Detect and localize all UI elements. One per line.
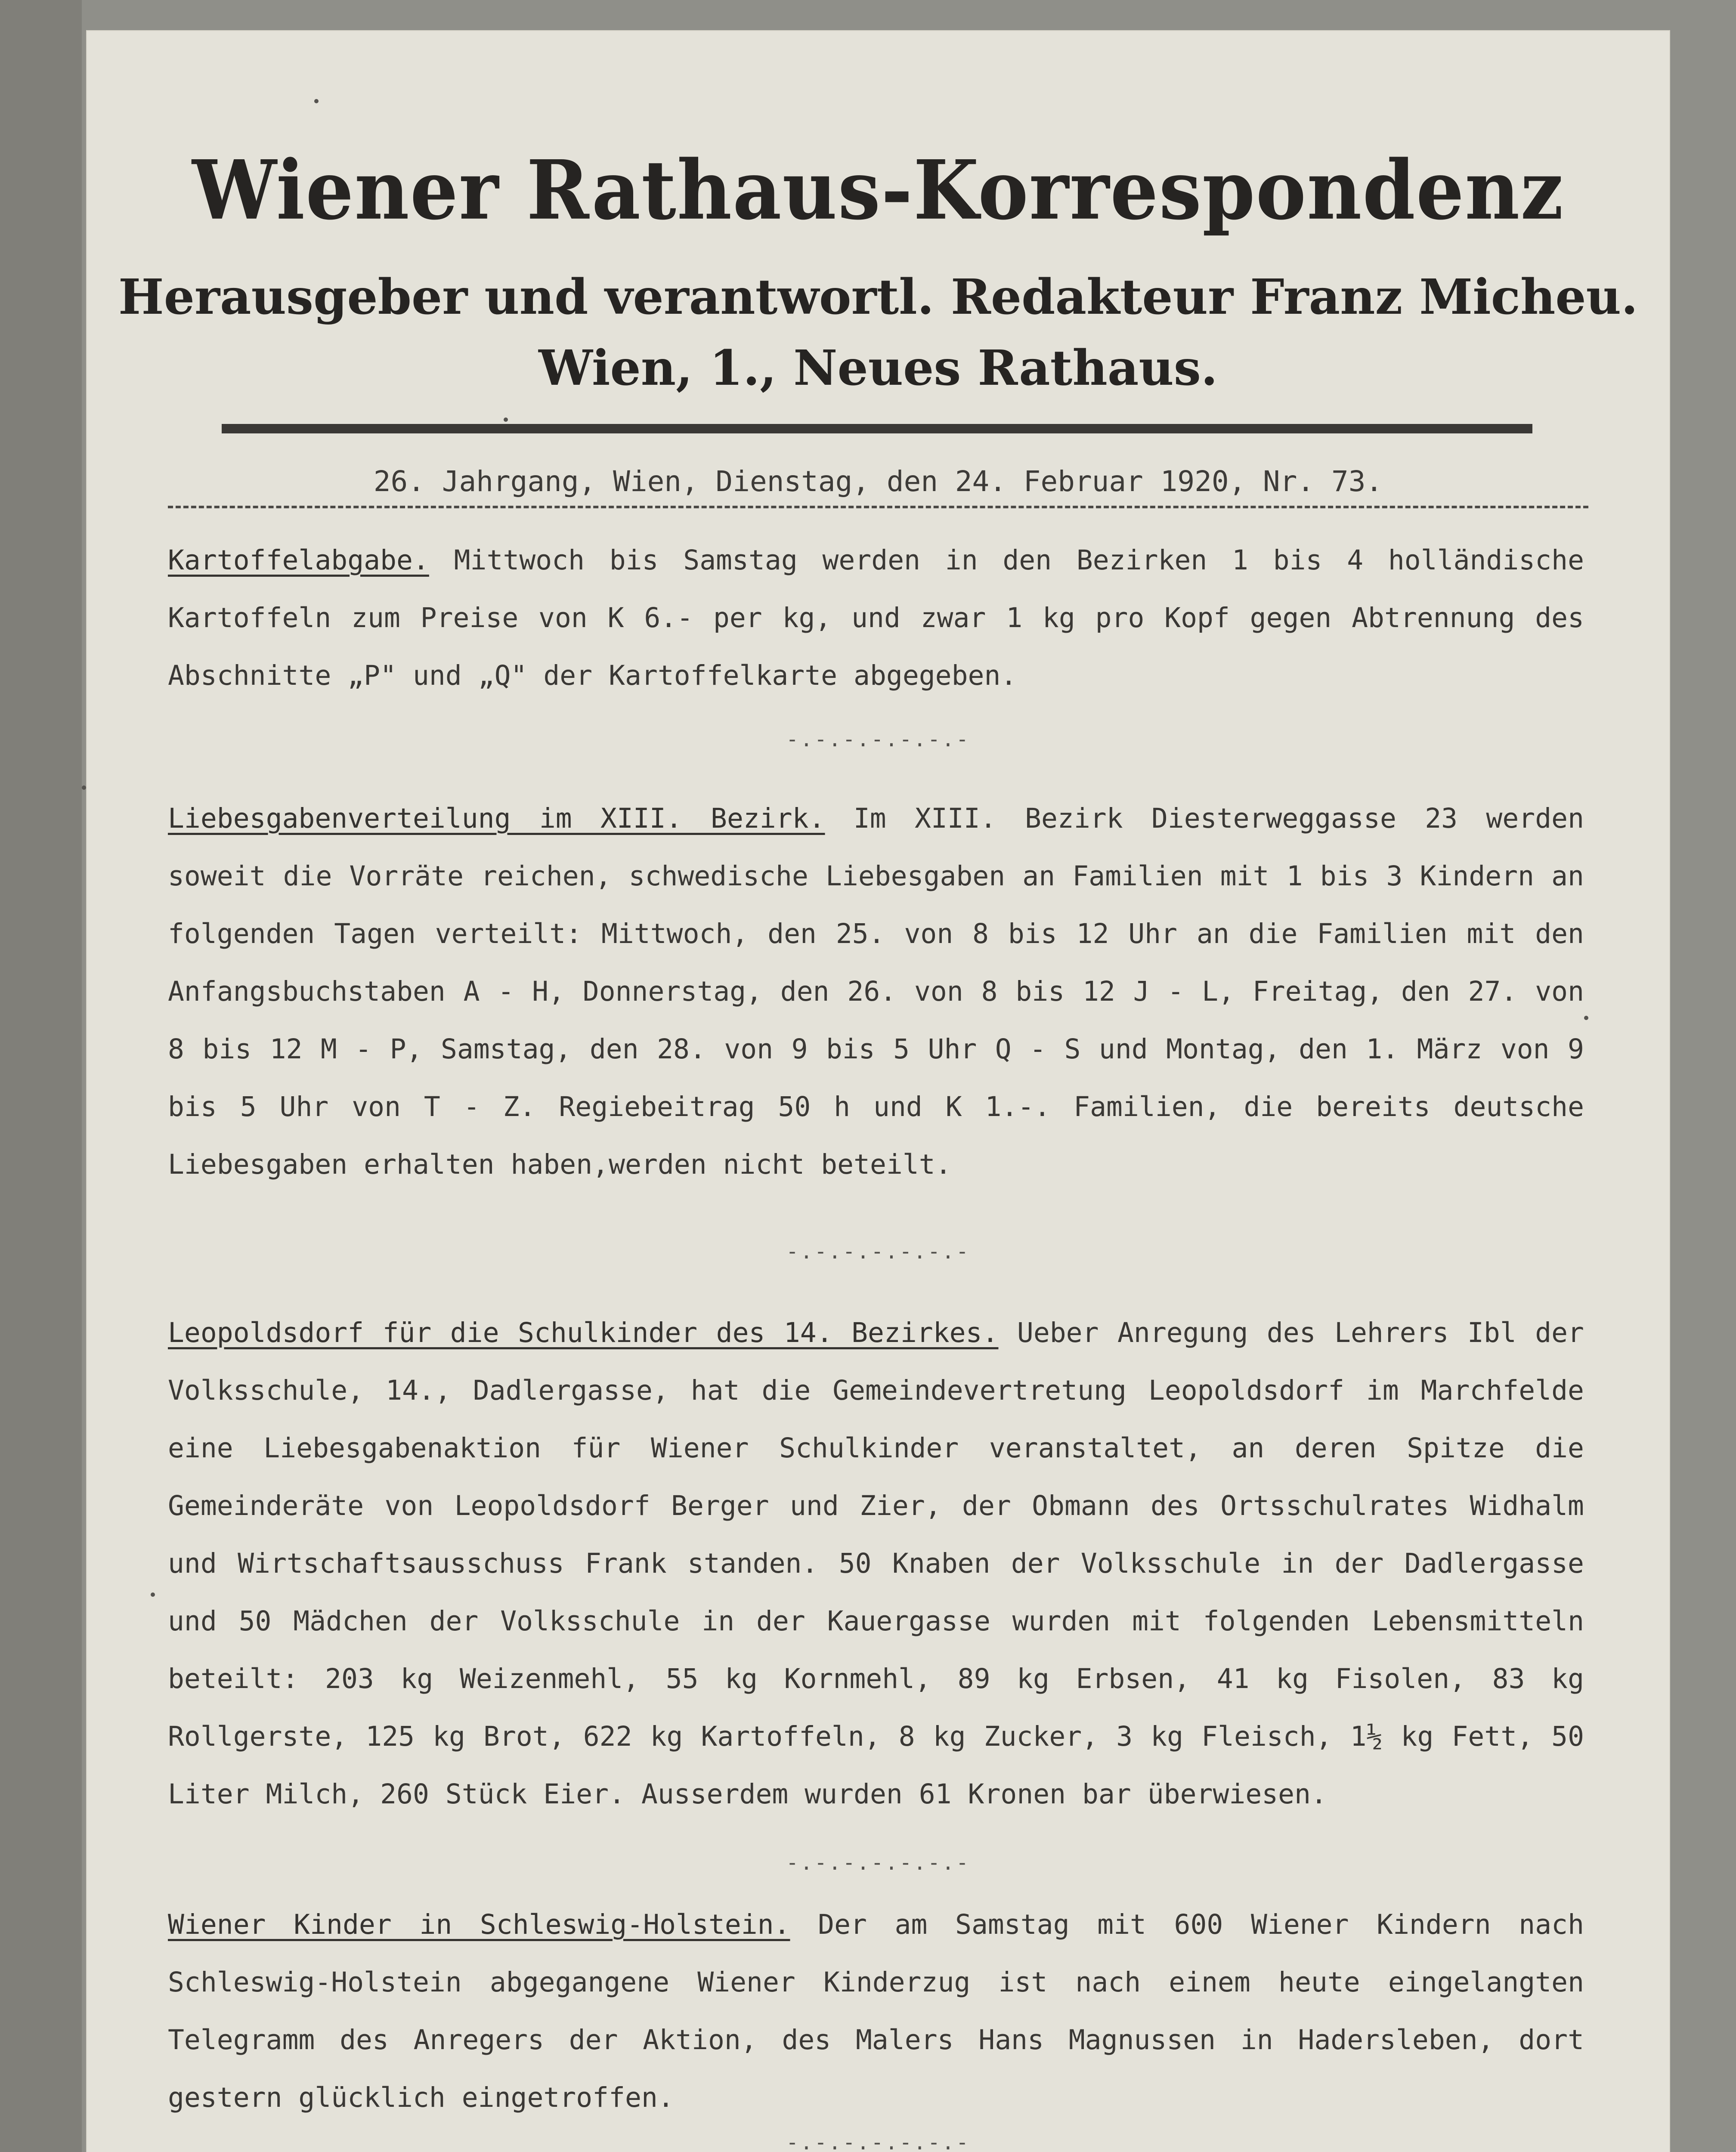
- article-body: Ueber Anregung des Lehrers Ibl der Volksschule, 14., Dadlergasse, hat die Gemeindevertretung Leopoldsdorf im Marchfelde eine Liebesgabenaktion für Wiener Schulkinder veranstaltet, an deren Spitze die Gemeinderäte von Leopoldsdorf Berger und Zier, der Obmann des Ortsschulrates Widhalm und Wirtschaftsausschuss Frank standen. 50 Knaben der Volksschule in der Dadlergasse und 50 Mädchen der Volksschule in der Kauergasse wurden mit folgenden Lebensmitteln beteilt: 203 kg Weizenmehl, 55 kg Kornmehl, 89 kg Erbsen, 41 kg Fisolen, 83 kg Rollgerste, 125 kg Brot, 622 kg Kartoffeln, 8 kg Zucker, 3 kg Fleisch, 1½ kg Fett, 50 Liter Milch, 260 Stück Eier. Ausserdem wurden 61 Kronen bar überwiesen.: [168, 1317, 1584, 1810]
- article-kartoffelabgabe: [168, 532, 1584, 705]
- masthead-rule: [222, 424, 1532, 433]
- article-liebesgabenverteilung: [168, 790, 1584, 1193]
- masthead-title: Wiener Rathaus-Korrespondenz: [192, 142, 1564, 238]
- paper-speck: [314, 99, 319, 103]
- paper-speck: [1584, 1016, 1588, 1020]
- article-separator: -.-.-.-.-.-.-: [786, 1240, 970, 1264]
- paper-speck: [151, 1592, 155, 1597]
- article-heading: Leopoldsdorf für die Schulkinder des 14. Bezirkes.: [168, 1317, 999, 1348]
- article-heading: Kartoffelabgabe.: [168, 544, 429, 576]
- article-wiener-kinder: [168, 1896, 1584, 2127]
- dateline-divider: [168, 506, 1588, 508]
- article-body: Mittwoch bis Samstag werden in den Bezirken 1 bis 4 holländische Kartoffeln zum Preise von K 6.- per kg, und zwar 1 kg pro Kopf gegen Abtrennung des Abschnitte „P" und „Q" der Kartoffelkarte abgegeben.: [168, 544, 1584, 691]
- article-leopoldsdorf: [168, 1304, 1584, 1823]
- paper-speck: [82, 785, 86, 790]
- article-heading: Wiener Kinder in Schleswig-Holstein.: [168, 1909, 790, 1940]
- masthead-subtitle: Herausgeber und verantwortl. Redakteur Franz Micheu.: [118, 269, 1638, 325]
- dateline: 26. Jahrgang, Wien, Dienstag, den 24. Februar 1920, Nr. 73.: [373, 465, 1383, 498]
- document-page: [86, 30, 1670, 2152]
- article-body: Im XIII. Bezirk Diesterweggasse 23 werden soweit die Vorräte reichen, schwedische Liebesgaben an Familien mit 1 bis 3 Kindern an folgenden Tagen verteilt: Mittwoch, den 25. von 8 bis 12 Uhr an die Familien mit den Anfangsbuchstaben A - H, Donnerstag, den 26. von 8 bis 12 J - L, Freitag, den 27. von 8 bis 12 M - P, Samstag, den 28. von 9 bis 5 Uhr Q - S und Montag, den 1. März von 9 bis 5 Uhr von T - Z. Regiebeitrag 50 h und K 1.-. Familien, die bereits deutsche Liebesgaben erhalten haben,werden nicht beteilt.: [168, 803, 1584, 1180]
- article-separator: -.-.-.-.-.-.-: [786, 2130, 970, 2152]
- article-heading: Liebesgabenverteilung im XIII. Bezirk.: [168, 803, 825, 834]
- scan-left-margin: [0, 0, 82, 2152]
- masthead-address: Wien, 1., Neues Rathaus.: [538, 340, 1218, 396]
- article-body: Der am Samstag mit 600 Wiener Kindern nach Schleswig-Holstein abgegangene Wiener Kinderzug ist nach einem heute eingelangten Telegramm des Anregers der Aktion, des Malers Hans Magnussen in Hadersleben, dort gestern glücklich eingetroffen.: [168, 1909, 1584, 2113]
- article-separator: -.-.-.-.-.-.-: [786, 727, 970, 751]
- article-separator: -.-.-.-.-.-.-: [786, 1851, 970, 1875]
- paper-speck: [504, 417, 508, 422]
